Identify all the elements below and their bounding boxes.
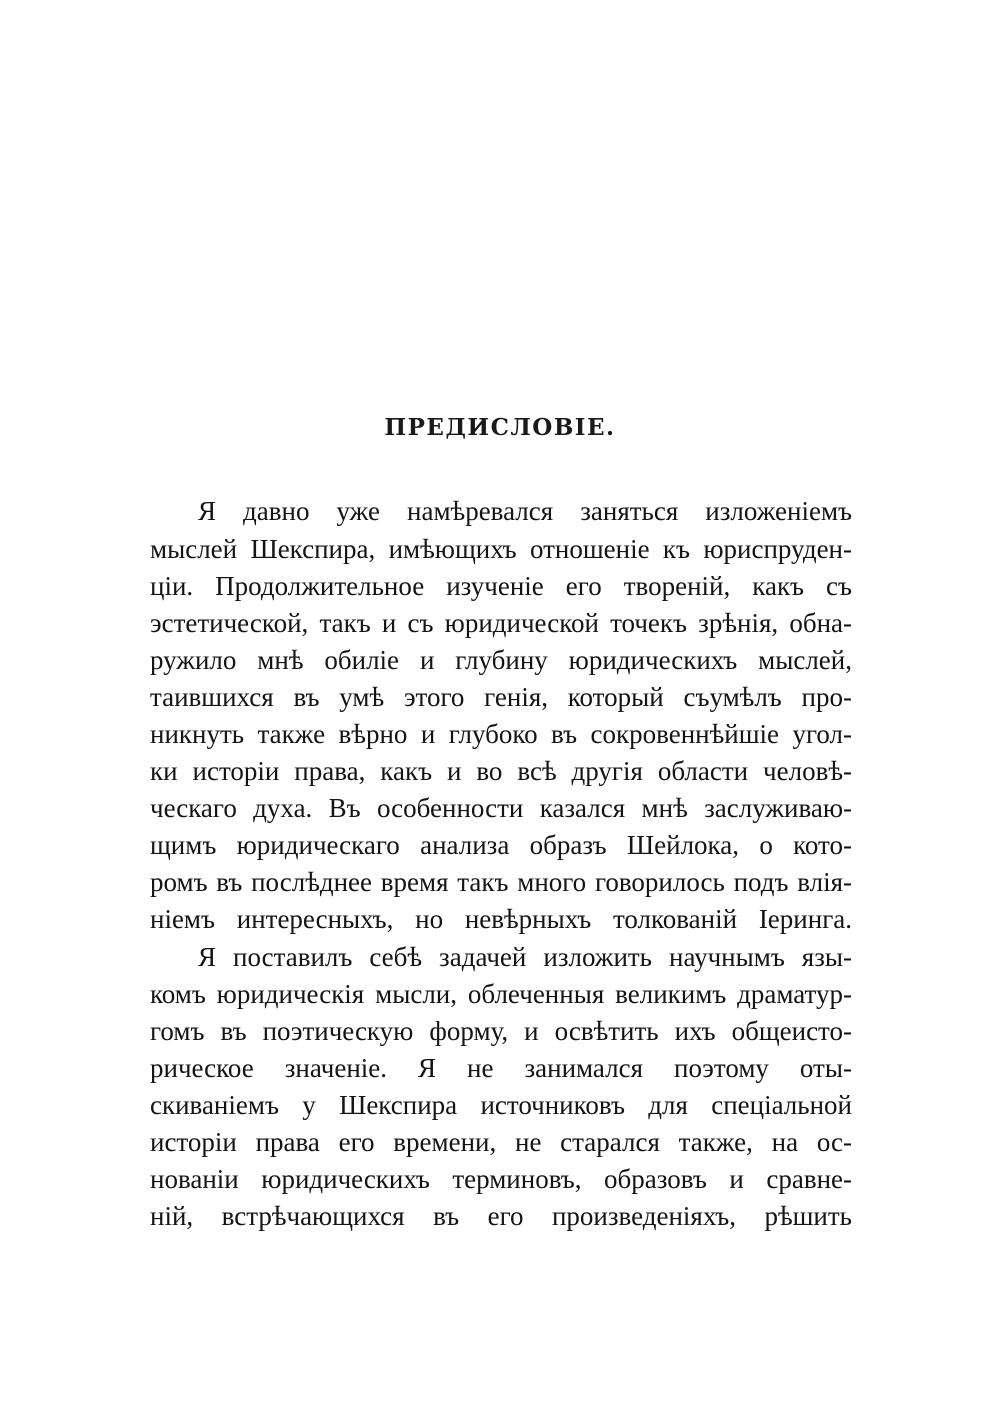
text-line: ромъ въ послѣднее время такъ много говорилось подъ влія- <box>150 867 852 897</box>
text-line: ческаго духа. Въ особенности казался мнѣ заслуживаю- <box>150 793 852 823</box>
page-title: ПРЕДИСЛОВІЕ. <box>384 414 616 441</box>
text-line: таившихся въ умѣ этого генія, который съумѣлъ про- <box>150 682 852 712</box>
text-line: Я давно уже намѣревался заняться изложеніемъ <box>198 496 852 526</box>
text-line: никнуть также вѣрно и глубоко въ сокровеннѣйшіе угол- <box>150 719 852 749</box>
text-line: ружило мнѣ обиліе и глубину юридическихъ мыслей, <box>150 645 852 675</box>
text-line: ніемъ интересныхъ, но невѣрныхъ толкованій Іеринга. <box>150 904 852 934</box>
text-line: ціи. Продолжительное изученіе его твореній, какъ съ <box>150 571 852 601</box>
text-line: рическое значеніе. Я не занимался поэтому оты- <box>150 1053 852 1083</box>
text-line: нованіи юридическихъ терминовъ, образовъ и сравне- <box>150 1164 852 1194</box>
text-line: Я поставилъ себѣ задачей изложить научнымъ язы- <box>198 942 852 972</box>
text-line: скиваніемъ у Шекспира источниковъ для спеціальной <box>150 1090 852 1120</box>
text-line: ки исторіи права, какъ и во всѣ другія области человѣ- <box>150 756 852 786</box>
text-line: гомъ въ поэтическую форму, и освѣтить ихъ общеисто- <box>150 1016 852 1046</box>
text-line: комъ юридическія мысли, облеченныя великимъ драматур- <box>150 979 852 1009</box>
text-line: исторіи права его времени, не старался также, на ос- <box>150 1127 852 1157</box>
text-line: мыслей Шекспира, имѣющихъ отношеніе къ юриспруден- <box>150 534 852 564</box>
text-line: эстетической, такъ и съ юридической точекъ зрѣнія, обна- <box>150 608 852 638</box>
text-line: щимъ юридическаго анализа образъ Шейлока, о кото- <box>150 830 852 860</box>
text-line: ній, встрѣчающихся въ его произведеніяхъ, рѣшить <box>150 1201 852 1231</box>
